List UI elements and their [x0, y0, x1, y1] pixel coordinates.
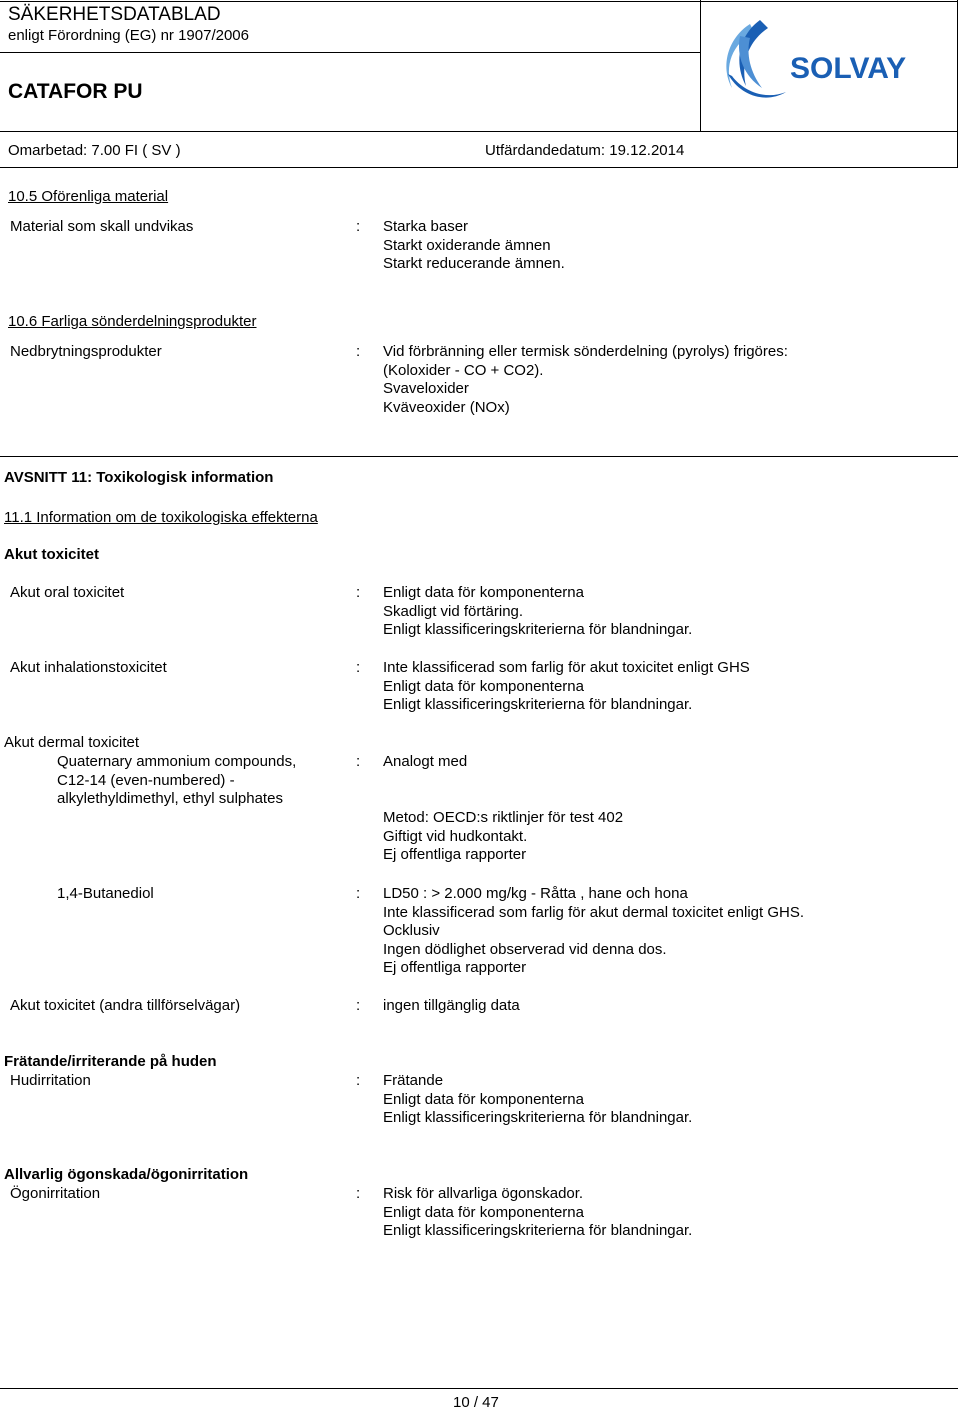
svg-text:SOLVAY: SOLVAY	[790, 52, 907, 85]
value-line: Svaveloxider	[383, 380, 469, 398]
value-line: Enligt klassificeringskriterierna för blandningar.	[383, 621, 693, 639]
value-line: Kväveoxider (NOx)	[383, 398, 510, 416]
value-line: Metod: OECD:s riktlinjer för test 402	[383, 809, 624, 826]
header-divider	[700, 0, 701, 131]
acute-toxicity-heading: Akut toxicitet	[4, 546, 100, 563]
value-line: Inte klassificerad som farlig för akut toxicitet enligt GHS	[383, 659, 750, 676]
eye-irritation-label: Ögonirritation	[10, 1185, 101, 1202]
value-line: Ocklusiv	[383, 922, 440, 940]
section-10-5-heading: 10.5 Oförenliga material	[8, 188, 169, 205]
colon: :	[356, 659, 361, 676]
value-line: Risk för allvarliga ögonskador.	[383, 1185, 584, 1202]
value-line: Ej offentliga rapporter	[383, 846, 527, 864]
acute-oral-value	[383, 584, 692, 640]
header-divider	[0, 167, 958, 168]
value-line: Enligt data för komponenterna	[383, 677, 584, 695]
eye-irritation-value	[383, 1185, 692, 1241]
value-line: LD50 : > 2.000 mg/kg - Råtta , hane och hona	[383, 885, 688, 902]
acute-oral-label: Akut oral toxicitet	[10, 584, 125, 601]
colon: :	[356, 753, 361, 770]
colon: :	[356, 885, 361, 902]
issue-date: Utfärdandedatum: 19.12.2014	[485, 142, 685, 159]
acute-other-label: Akut toxicitet (andra tillförselvägar)	[10, 997, 241, 1014]
colon: :	[356, 218, 361, 235]
component-name-line: Quaternary ammonium compounds,	[57, 753, 297, 770]
section-divider	[0, 456, 958, 457]
skin-irritation-value	[383, 1072, 692, 1128]
acute-inhalation-value	[383, 659, 750, 715]
component-1-name	[57, 753, 296, 809]
materials-to-avoid-value	[383, 218, 565, 274]
value-line: Ej offentliga rapporter	[383, 959, 527, 977]
decomposition-value	[383, 343, 788, 417]
value-line: Vid förbränning eller termisk sönderdelning (pyrolys) frigöres:	[383, 343, 788, 360]
value-line: Frätande	[383, 1072, 444, 1089]
value-line: Giftigt vid hudkontakt.	[383, 827, 528, 845]
section-10-6-heading: 10.6 Farliga sönderdelningsprodukter	[8, 313, 257, 330]
regulation-text: enligt Förordning (EG) nr 1907/2006	[8, 27, 249, 44]
value-line: Enligt klassificeringskriterierna för blandningar.	[383, 1109, 693, 1127]
colon: :	[356, 584, 361, 601]
acute-dermal-label: Akut dermal toxicitet	[4, 734, 140, 751]
component-2-name: 1,4-Butanediol	[57, 885, 154, 902]
value-line: Enligt data för komponenterna	[383, 584, 584, 601]
component-name-line: C12-14 (even-numbered) -	[57, 771, 235, 789]
component-2-value	[383, 885, 804, 978]
component-1-details	[383, 809, 623, 865]
value-line: (Koloxider - CO + CO2).	[383, 361, 544, 379]
value-line: Starka baser	[383, 218, 469, 235]
component-name-line: alkylethyldimethyl, ethyl sulphates	[57, 790, 283, 808]
value-line: Skadligt vid förtäring.	[383, 602, 524, 620]
value-line: Ingen dödlighet observerad vid denna dos.	[383, 940, 667, 958]
solvay-logo	[710, 16, 930, 116]
product-name: CATAFOR PU	[8, 80, 143, 103]
value-line: Enligt data för komponenterna	[383, 1203, 584, 1221]
colon: :	[356, 1185, 361, 1202]
value-line: Starkt reducerande ämnen.	[383, 255, 565, 273]
footer-divider	[0, 1388, 958, 1389]
decomposition-label: Nedbrytningsprodukter	[10, 343, 162, 360]
revision-info: Omarbetad: 7.00 FI ( SV )	[8, 142, 181, 159]
acute-inhalation-label: Akut inhalationstoxicitet	[10, 659, 167, 676]
materials-to-avoid-label: Material som skall undvikas	[10, 218, 194, 235]
value-line: Enligt klassificeringskriterierna för blandningar.	[383, 696, 693, 714]
value-line: Enligt klassificeringskriterierna för blandningar.	[383, 1222, 693, 1240]
solvay-logo-icon	[710, 16, 930, 116]
value-line: Starkt oxiderande ämnen	[383, 236, 551, 254]
skin-irritation-label: Hudirritation	[10, 1072, 91, 1089]
header-divider	[957, 0, 958, 167]
colon: :	[356, 343, 361, 360]
skin-corrosion-heading: Frätande/irriterande på huden	[4, 1053, 217, 1070]
eye-damage-heading: Allvarlig ögonskada/ögonirritation	[4, 1166, 249, 1183]
page-number: 10 / 47	[453, 1394, 499, 1411]
header-divider	[0, 52, 700, 53]
section-11-1-heading: 11.1 Information om de toxikologiska effekterna	[4, 509, 318, 526]
acute-other-value: ingen tillgänglig data	[383, 997, 520, 1014]
colon: :	[356, 997, 361, 1014]
colon: :	[356, 1072, 361, 1089]
header-divider	[0, 131, 958, 132]
component-1-value: Analogt med	[383, 753, 468, 770]
value-line: Inte klassificerad som farlig för akut dermal toxicitet enligt GHS.	[383, 903, 804, 921]
document-title: SÄKERHETSDATABLAD	[8, 4, 221, 25]
header-divider	[0, 1, 958, 2]
value-line: Enligt data för komponenterna	[383, 1090, 584, 1108]
section-11-heading: AVSNITT 11: Toxikologisk information	[4, 469, 274, 486]
